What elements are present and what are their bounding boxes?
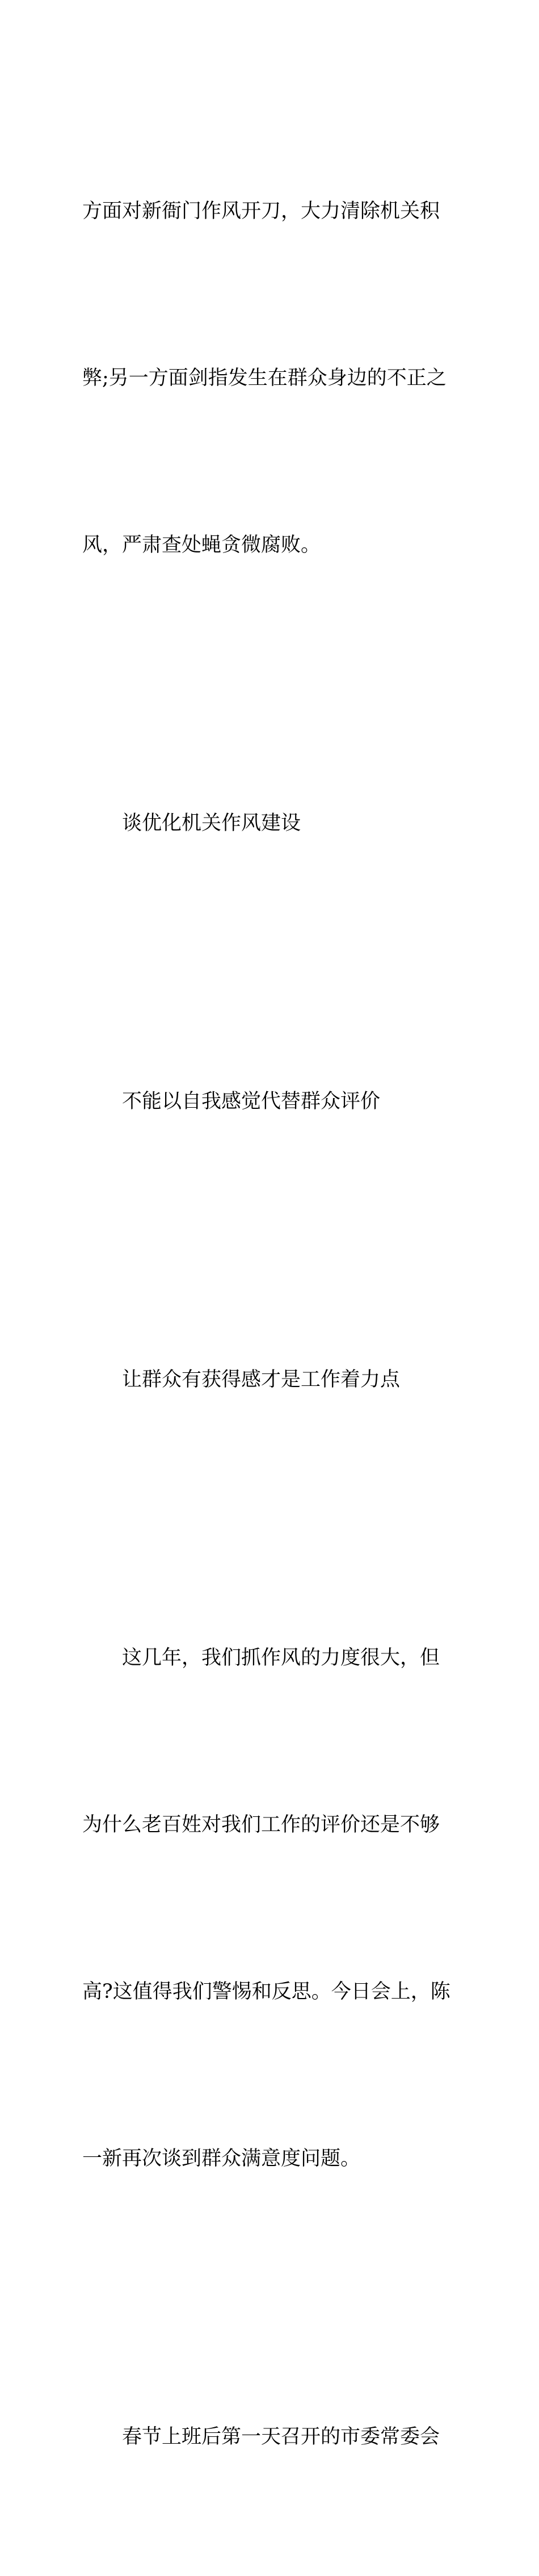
text-line: 一新再次谈到群众满意度问题。 xyxy=(82,2147,361,2170)
section-heading xyxy=(82,684,457,962)
text-line: 弊;另一方面剑指发生在群众身边的不正之 xyxy=(82,367,447,389)
paragraph xyxy=(82,1519,457,2298)
text-line: 这几年，我们抓作风的力度很大，但 xyxy=(122,1647,440,1669)
heading-line: 谈优化机关作风建设 xyxy=(122,812,301,835)
paragraph xyxy=(82,2298,457,2576)
text-line: 春节上班后第一天召开的市委常委会 xyxy=(122,2426,440,2448)
document-body xyxy=(82,72,457,2576)
paragraph-continuation xyxy=(82,72,457,684)
subheading xyxy=(82,1241,457,1519)
text-line: 方面对新衙门作风开刀，大力清除机关积 xyxy=(82,200,440,223)
text-line: 风，严肃查处蝇贪微腐败。 xyxy=(82,534,321,556)
subheading xyxy=(82,962,457,1241)
subheading-line: 不能以自我感觉代替群众评价 xyxy=(122,1090,381,1113)
subheading-line: 让群众有获得感才是工作着力点 xyxy=(122,1368,401,1391)
text-line: 为什么老百姓对我们工作的评价还是不够 xyxy=(82,1813,440,1836)
text-line: 高?这值得我们警惕和反思。今日会上，陈 xyxy=(82,1980,450,2003)
